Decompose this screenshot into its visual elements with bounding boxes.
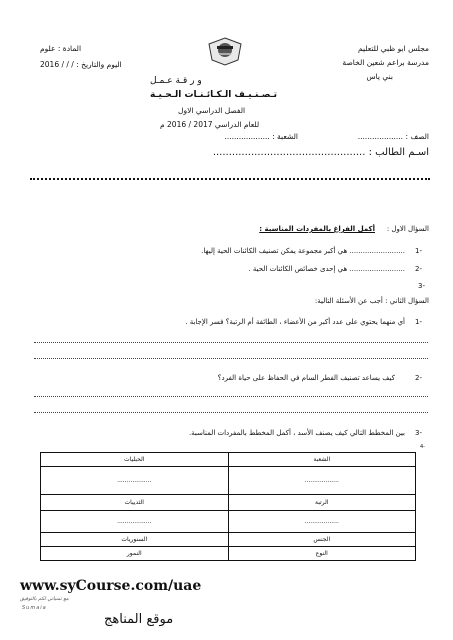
semester-label: الفصل الدراسي الاول xyxy=(178,106,246,115)
q2-item-3-num: 3- xyxy=(415,429,422,437)
table-cell-right-2[interactable]: .................. xyxy=(228,467,416,495)
table-cell-left-5: السنوريات xyxy=(41,533,229,547)
table-cell-left-1: الحبليات xyxy=(41,453,229,467)
q1-instruction: أكمل الفراغ بالمفردات المناسبة : xyxy=(259,225,375,233)
subject-label: المادة : علوم xyxy=(40,44,82,53)
brand-logo-text: موقع المناهج xyxy=(104,612,174,627)
table-cell-left-4[interactable]: .................. xyxy=(41,511,229,533)
classification-table xyxy=(40,452,416,561)
q2-heading: السؤال الثاني : أجب عن الأسئلة التالية: xyxy=(314,297,429,305)
q1-heading: السؤال الاول : xyxy=(386,225,429,233)
table-marker: 4- xyxy=(420,444,425,450)
q1-item-1-num: 1- xyxy=(415,247,422,255)
signature-line-2: Sumaia xyxy=(22,605,47,611)
q2-item-1-answer-line-2[interactable] xyxy=(34,358,428,359)
school-name: مدرسة براعم شعين الخاصة xyxy=(342,58,429,67)
q2-item-2-num: 2- xyxy=(415,374,422,382)
table-cell-left-2[interactable]: .................. xyxy=(41,467,229,495)
table-cell-right-1: الشعبة xyxy=(228,453,416,467)
q2-item-2-answer-line-2[interactable] xyxy=(34,412,428,413)
header-divider xyxy=(30,178,430,180)
class-field[interactable]: الصف : ................... xyxy=(357,132,429,141)
table-cell-left-3: الثدييات xyxy=(41,495,229,511)
q1-item-2-num: 2- xyxy=(415,265,422,273)
q1-item-3-num: 3- xyxy=(418,282,425,290)
student-name-field[interactable]: اسـم الطالب : ................................................ xyxy=(212,147,429,158)
site-url[interactable]: www.syCourse.com/uae xyxy=(20,578,202,594)
worksheet-label: و ر قـة عـمـل xyxy=(150,76,202,86)
table-cell-right-4[interactable]: .................. xyxy=(228,511,416,533)
q2-item-3-text: بين المخطط التالي كيف يصنف الأسد ، أكمل المخطط بالمفردات المناسبة. xyxy=(188,429,405,437)
school-logo-icon xyxy=(205,36,245,66)
table-cell-right-6: النوع xyxy=(228,547,416,561)
table-cell-left-6: النمور xyxy=(41,547,229,561)
q2-item-1-num: 1- xyxy=(415,318,422,326)
table-cell-right-5: الجنس xyxy=(228,533,416,547)
council-name: مجلس ابو ظبي للتعليم xyxy=(358,44,429,53)
city-name: بني ياس xyxy=(366,72,393,81)
q2-item-2-answer-line-1[interactable] xyxy=(34,396,428,397)
year-label: للعام الدراسي 2017 / 2016 م xyxy=(160,120,260,129)
q1-item-1-text[interactable]: ......................... هي أكبر مجموعة يمكن تصنيف الكائنات الحية إليها. xyxy=(201,247,405,255)
table-cell-right-3: الرتبة xyxy=(228,495,416,511)
q2-item-2-text: كيف يساعد تصنيف الفطر السام في الحفاظ على حياة الفرد؟ xyxy=(217,374,395,382)
q2-item-1-text: أي منهما يحتوي على عدد أكبر من الأعضاء ، الطائفة أم الرتبة؟ فسر الإجابة . xyxy=(185,318,405,326)
q1-item-2-text[interactable]: ......................... هي إحدى خصائص الكائنات الحية . xyxy=(248,265,405,273)
section-field[interactable]: الشعبة : ................... xyxy=(224,132,298,141)
date-label: اليوم والتاريخ : / / / 2016 xyxy=(40,60,122,69)
q2-item-1-answer-line-1[interactable] xyxy=(34,342,428,343)
worksheet-title: تـصـنـيـف الـكـائـنـات الـحـيـة xyxy=(150,90,278,100)
signature-line-1: مع تمنياتي لكم بالتوفيق xyxy=(20,596,69,602)
